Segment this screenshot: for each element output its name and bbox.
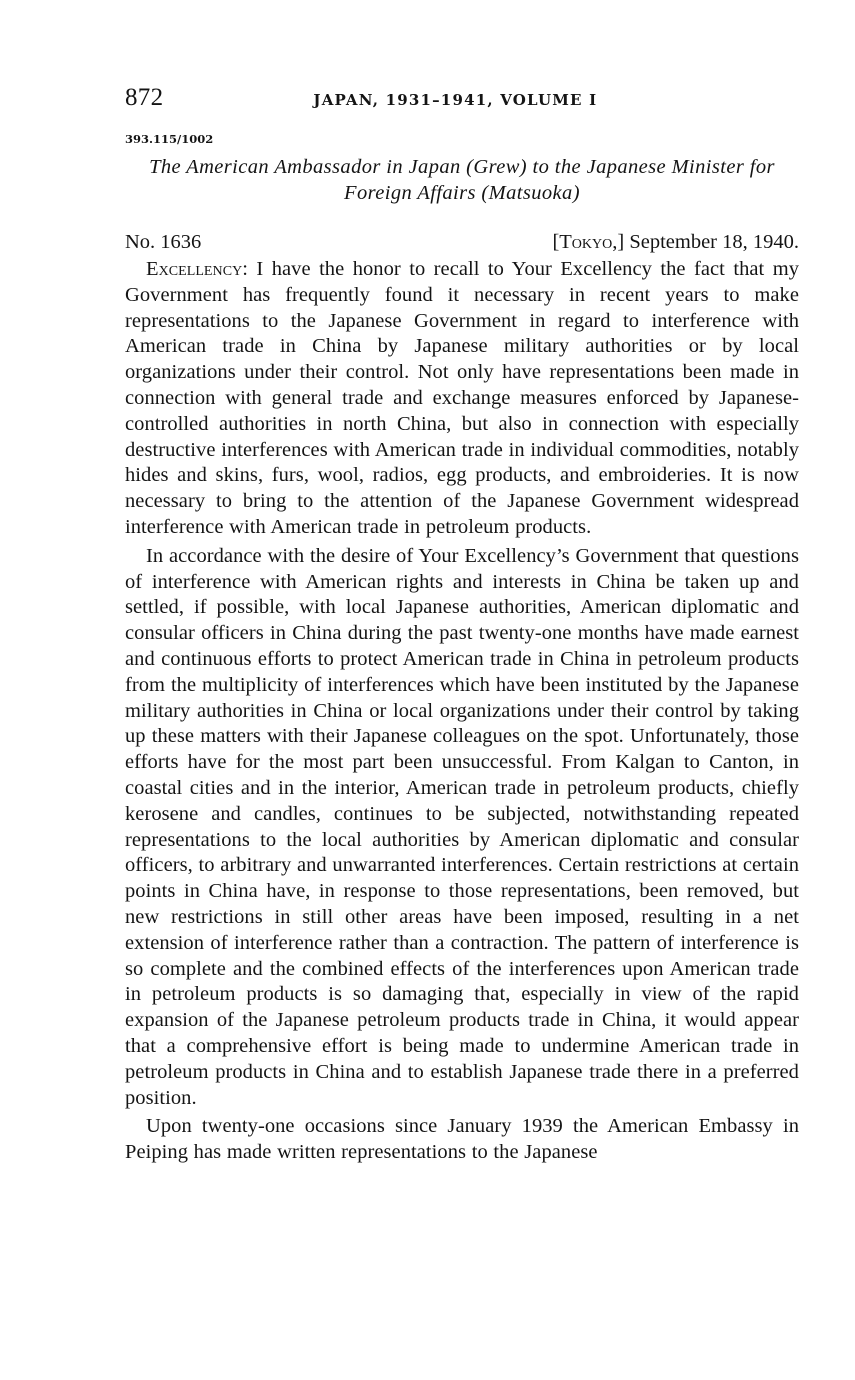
dateline [125,229,799,255]
document-number: No. 1636 [125,231,202,253]
paragraph: In accordance with the desire of Your Excellency’s Government that questions of interference with American rights and interests in China be taken up and settled, if possible, with local Japanese authorities, American diplomatic and consular officers in China during the past twenty-one months have made earnest and continuous efforts to protect American trade in China in petroleum products from the multiplicity of interferences which have been instituted by the Japanese military authorities in China or local organizations under their control by taking up these matters with their Japanese colleagues on the spot. Unfortunately, those efforts have for the most part been unsuccessful. From Kalgan to Canton, in coastal cities and in the interior, American trade in petroleum products, chiefly kerosene and candles, continues to be subjected, notwithstanding repeated representations to the local authorities by American diplomatic and consular officers, to arbitrary and unwarranted interferences. Certain restrictions at certain points in China have, in response to those representations, been removed, but new restrictions in still other areas have been imposed, resulting in a net extension of interference rather than a contraction. The pattern of interference is so complete and the combined effects of the interferences upon American trade in petroleum products is so damaging that, especially in view of the rapid expansion of the Japanese petroleum products trade in China, it would appear that a comprehensive effort is being made to undermine American trade in petroleum products in China and to establish Japanese trade there in a preferred position. [125,544,799,1109]
running-head [125,84,799,118]
file-number: 393.115/1002 [125,132,214,146]
running-title: JAPAN, 1931–1941, VOLUME I [313,91,598,109]
place-date: [Tokyo,] September 18, 1940. [552,231,799,253]
letter-body [125,257,799,1166]
page-number: 872 [125,84,164,111]
document-title: The American Ambassador in Japan (Grew) to the Japanese Minister for Foreign Affairs (Matsuoka) [149,156,775,204]
salutation: Excellency [146,258,243,280]
document-date: September 18, 1940. [629,231,799,253]
document-page [125,84,799,1166]
paragraph: Excellency: I have the honor to recall to Your Excellency the fact that my Government has frequently found it necessary in recent years to make representations to the Japanese Government in regard to interference with American trade in China by Japanese military authorities or by local organizations under their control. Not only have representations been made in connection with general trade and exchange measures enforced by Japanese-controlled authorities in north China, but also in connection with especially destructive interferences with American trade in individual commodities, notably hides and skins, furs, wool, radios, egg products, and embroideries. It is now necessary to bring to the attention of the Japanese Government widespread interference with American trade in petroleum products. [125,258,799,538]
place-name: Tokyo [559,231,613,253]
paragraph: Upon twenty-one occasions since January 1939 the American Embassy in Peiping has made written representations to the Japanese [125,1115,799,1164]
